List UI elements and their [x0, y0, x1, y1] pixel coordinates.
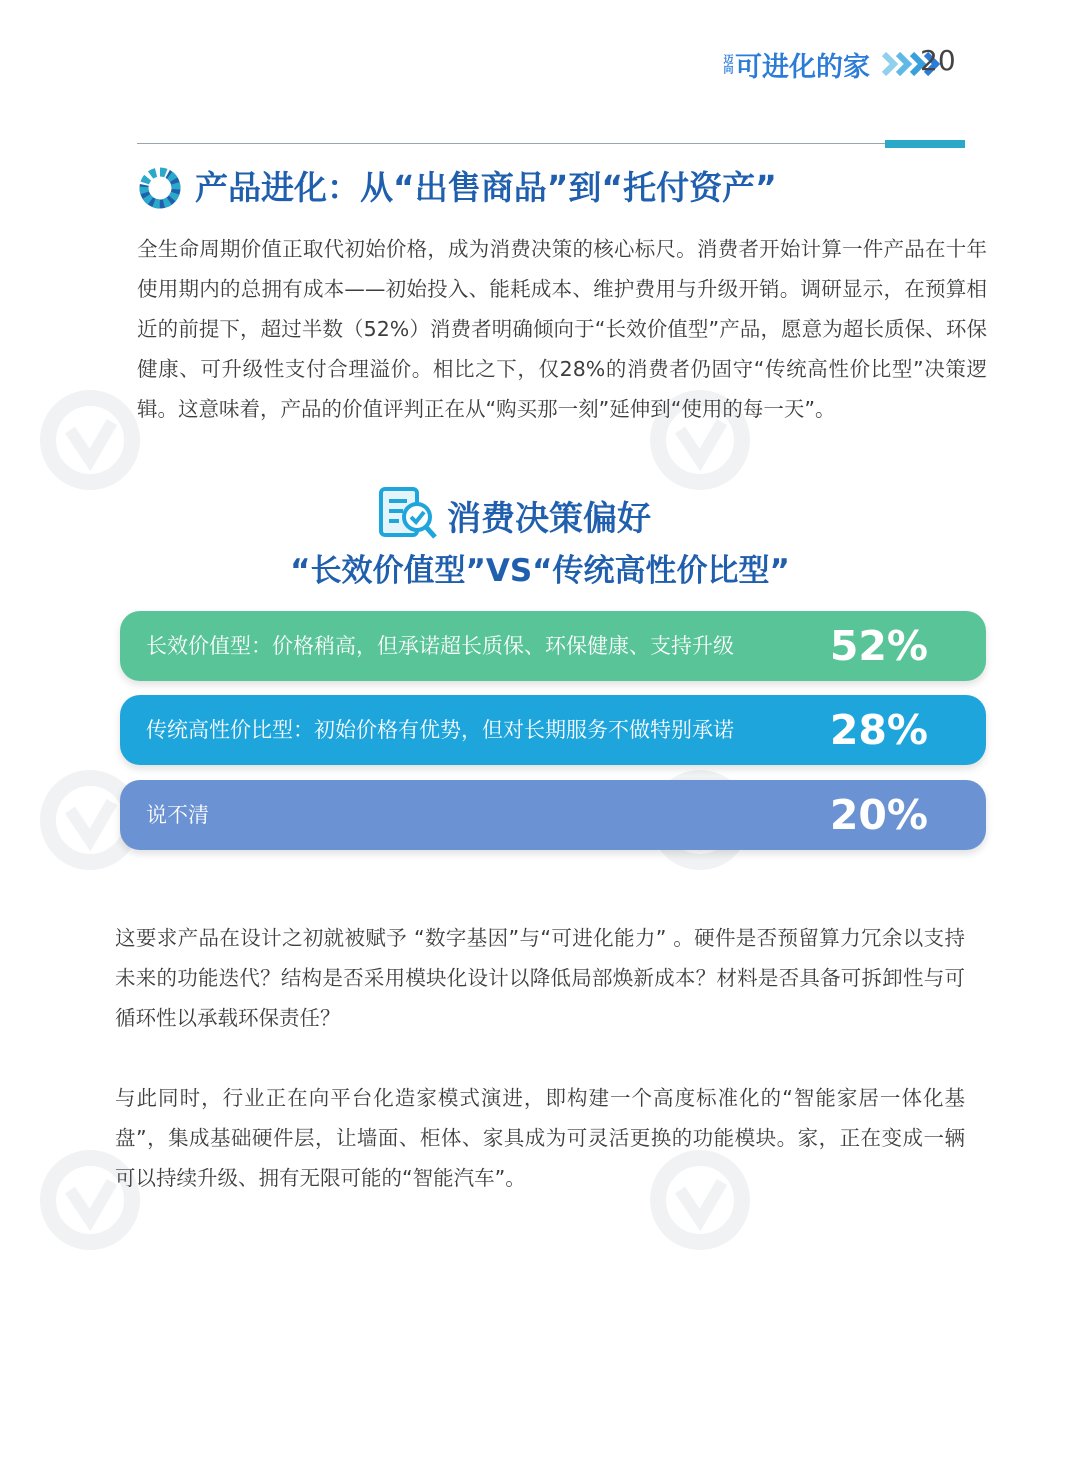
bar-label: 长效价值型：价格稍高，但承诺超长质保、环保健康、支持升级 — [146, 634, 734, 658]
bar-value: 52% — [829, 622, 928, 670]
ring-segments-icon — [137, 165, 183, 211]
bar-value: 20% — [829, 791, 928, 839]
bar-value: 28% — [829, 706, 928, 754]
bar-label: 传统高性价比型：初始价格有优势，但对长期服务不做特别承诺 — [146, 718, 734, 742]
brand-prefix — [721, 54, 732, 74]
header-divider-accent — [885, 140, 965, 148]
intro-paragraph: 全生命周期价值正取代初始价格，成为消费决策的核心标尺。消费者开始计算一件产品在十年使用期内的总拥有成本——初始投入、能耗成本、维护费用与升级开销。调研显示，在预算相近的前提下，超过半数（52%）消费者明确倾向于“长效价值型”产品，愿意为超长质保、环保健康、可升级性支付合理溢价。相比之下，仅28%的消费者仍固守“传统高性价比型”决策逻辑。这意味着，产品的价值评判正在从“购买那一刻”延伸到“使用的每一天”。 — [137, 237, 987, 421]
preference-bar-long-value — [120, 611, 986, 681]
header-divider — [137, 143, 965, 144]
page-number: 20 — [920, 44, 956, 77]
bar-label: 说不清 — [146, 803, 209, 827]
document-check-icon — [377, 483, 439, 541]
preference-bar-traditional — [120, 695, 986, 765]
section-title: 产品进化：从“出售商品”到“托付资产” — [195, 168, 777, 207]
preference-bar-unsure — [120, 780, 986, 850]
chart-subtitle: “长效价值型”VS“传统高性价比型” — [290, 553, 790, 589]
body-paragraph: 与此同时，行业正在向平台化造家模式演进，即构建一个高度标准化的“智能家居一体化基盘”，集成基础硬件层，让墙面、柜体、家具成为可灵活更换的功能模块。家，正在变成一辆可以持续升级、拥有无限可能的“智能汽车”。 — [115, 1086, 965, 1190]
chart-title: 消费决策偏好 — [447, 499, 651, 539]
body-paragraph: 这要求产品在设计之初就被赋予 “数字基因”与“可进化能力” 。硬件是否预留算力冗余以支持未来的功能迭代？结构是否采用模块化设计以降低局部焕新成本？材料是否具备可拆卸性与可循环性以承载环保责任？ — [115, 926, 965, 1030]
brand-prefix-text: 迈向 — [721, 54, 732, 74]
brand-title: 可进化的家 — [735, 51, 870, 83]
